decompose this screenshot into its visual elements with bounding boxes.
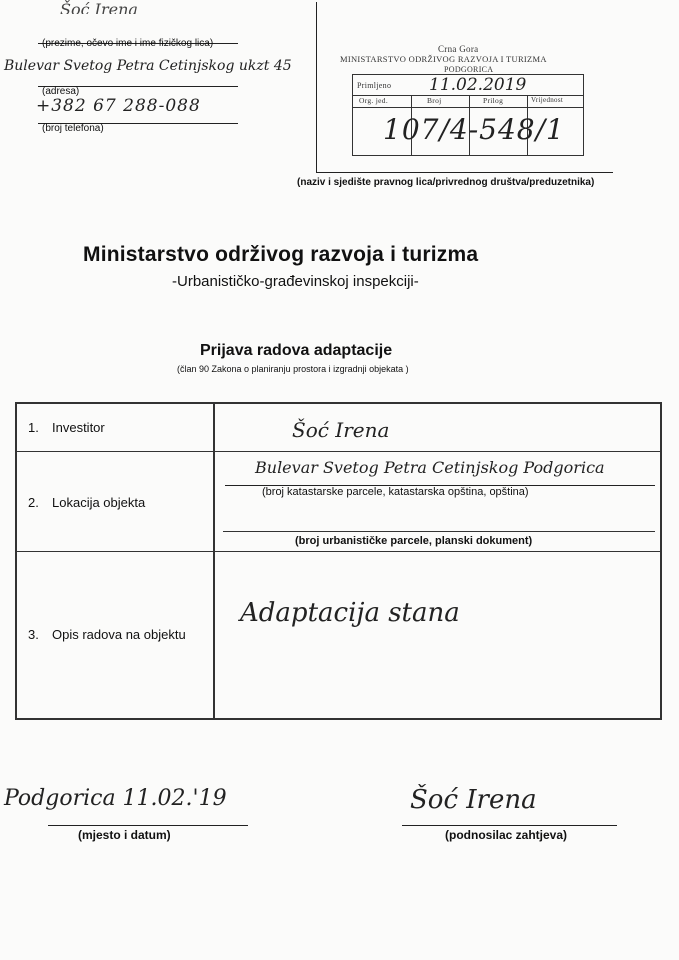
place-date-value: Podgorica 11.02.'19: [4, 786, 227, 811]
stamp-city: PODGORICA: [444, 65, 494, 74]
row-location-value: Bulevar Svetog Petra Cetinjskog Podgorica: [255, 458, 605, 477]
applicant-phone-value: +382 67 288-088: [36, 96, 201, 116]
applicant-address-value: Bulevar Svetog Petra Cetinjskog ukzt 45: [4, 58, 292, 74]
ministry-title: Ministarstvo održivog razvoja i turizma: [83, 243, 479, 266]
stamp-col-number: Broj: [427, 96, 442, 105]
row-location-number: 2.: [28, 495, 39, 510]
registry-stamp: [340, 44, 588, 162]
row-works-value: Adaptacija stana: [240, 598, 460, 628]
stamp-country: Crna Gora: [438, 44, 479, 54]
row-location-label: Lokacija objekta: [52, 495, 146, 510]
stamp-col-value: Vrijednost: [531, 96, 564, 104]
form-table: [15, 402, 662, 719]
applicant-signature: Šoć Irena: [410, 785, 537, 815]
signature-label: (podnosilac zahtjeva): [445, 828, 568, 842]
applicant-name-value: Šoć Irena: [60, 0, 138, 14]
legal-entity-label: (naziv i sjedište pravnog lica/privrednog društva/preduzetnika): [297, 177, 595, 188]
place-date-label: (mjesto i datum): [78, 828, 171, 842]
row-location-sublabel-2: (broj urbanističke parcele, planski dokument): [295, 535, 533, 547]
stamp-col-org: Org. jed.: [359, 96, 389, 105]
row-works-label: Opis radova na objektu: [52, 627, 186, 642]
inspection-title: -Urbanističko-građevinskoj inspekciji-: [172, 273, 419, 290]
applicant-address-label: (adresa): [42, 86, 80, 97]
stamp-col-attachment: Prilog: [483, 96, 504, 105]
stamp-received-label: Primljeno: [357, 81, 392, 90]
applicant-name-label: (prezime, očevo ime i ime fizičkog lica): [42, 38, 214, 49]
signature-line: [402, 825, 617, 826]
row-location-sublabel-1: (broj katastarske parcele, katastarska opština, opština): [262, 486, 529, 498]
row-investor-label: Investitor: [52, 420, 105, 435]
stamp-ministry: MINISTARSTVO ODRŽIVOG RAZVOJA I TURIZMA: [340, 54, 547, 64]
row-investor-value: Šoć Irena: [292, 418, 390, 442]
row-works-number: 3.: [28, 627, 39, 642]
applicant-phone-label: (broj telefona): [42, 123, 104, 134]
stamp-received-date: 11.02.2019: [429, 75, 527, 95]
stamp-grid: [352, 74, 584, 156]
stamp-reference: 107/4-548/1: [383, 113, 565, 146]
row-investor-number: 1.: [28, 420, 39, 435]
form-title: Prijava radova adaptacije: [200, 342, 393, 359]
form-subtitle: (član 90 Zakona o planiranju prostora i izgradnji objekata ): [177, 364, 409, 374]
place-date-line: [48, 825, 248, 826]
